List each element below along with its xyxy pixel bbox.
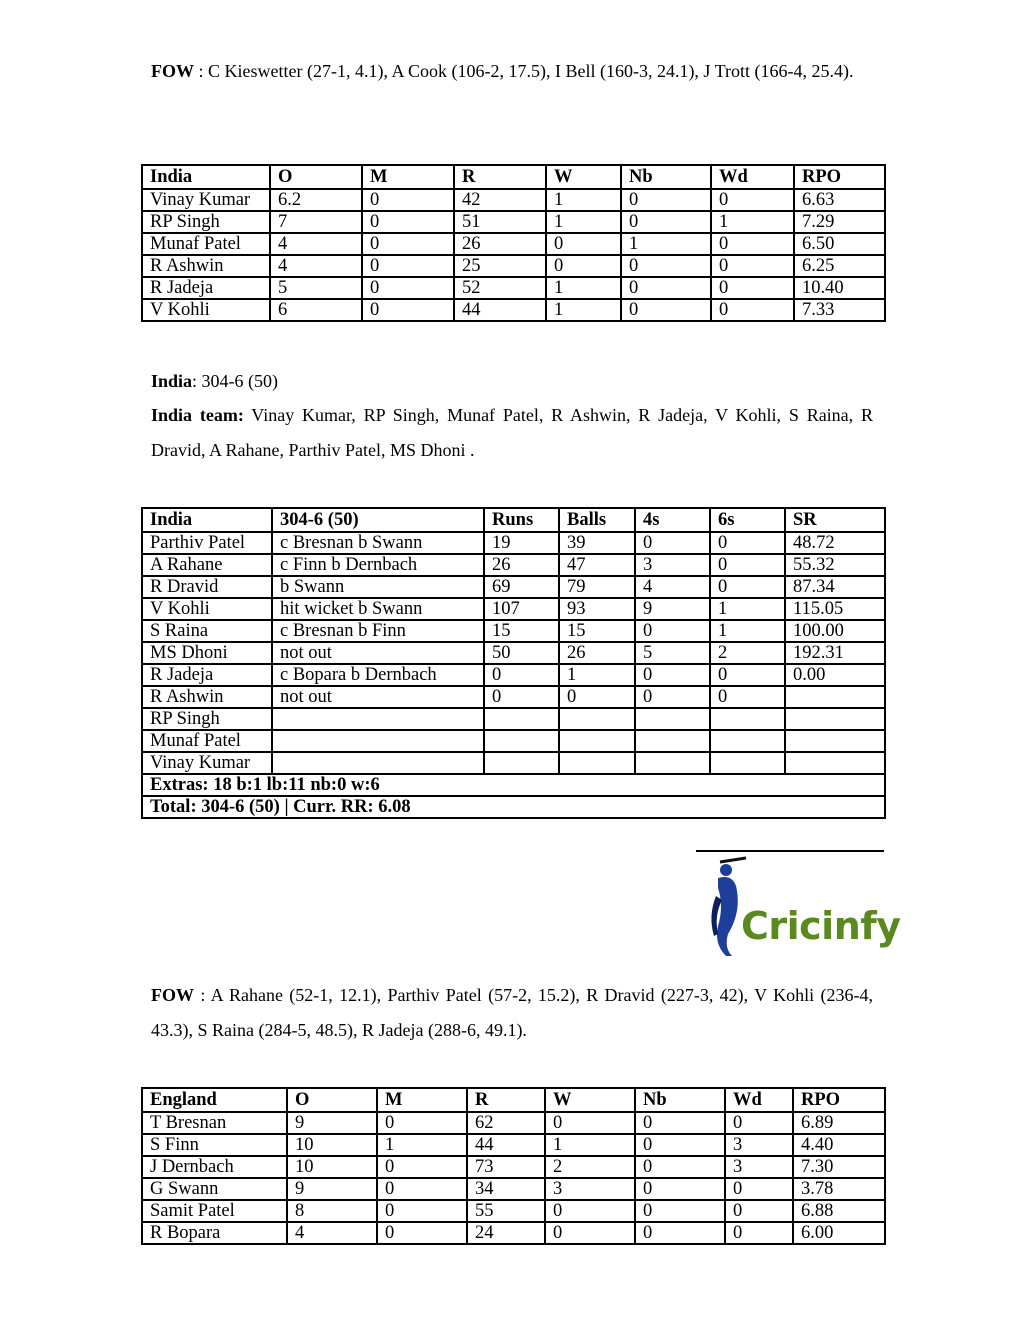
table-cell: 0 [545, 1112, 635, 1134]
table-cell: 1 [710, 598, 785, 620]
column-header: R [454, 165, 546, 189]
extras-row: Extras: 18 b:1 lb:11 nb:0 w:6 [142, 774, 885, 796]
table-row [142, 752, 885, 774]
column-header: 6s [710, 508, 785, 532]
table-cell: 0 [484, 664, 559, 686]
column-header: Nb [635, 1088, 725, 1112]
table-cell: 0 [545, 1222, 635, 1244]
table-cell: 3 [635, 554, 710, 576]
india-team-text: Vinay Kumar, RP Singh, Munaf Patel, R Ashwin, R Jadeja, V Kohli, S Raina, R Dravid, A Rahane, Parthiv Patel, MS Dhoni . [151, 405, 873, 460]
table-cell: 0 [377, 1112, 467, 1134]
table-cell: 55 [467, 1200, 545, 1222]
table-row [142, 1134, 885, 1156]
table-cell [710, 730, 785, 752]
column-header: R [467, 1088, 545, 1112]
table-cell: 4.40 [793, 1134, 885, 1156]
india-score-label: India [151, 371, 193, 391]
table-cell: 0 [635, 1222, 725, 1244]
column-header: O [287, 1088, 377, 1112]
table-cell [559, 708, 635, 730]
table-cell [710, 752, 785, 774]
table-cell: 10 [287, 1134, 377, 1156]
player-name: S Finn [142, 1134, 287, 1156]
table-row [142, 686, 885, 708]
table-cell: 6.88 [793, 1200, 885, 1222]
table-cell: 0 [711, 233, 794, 255]
table-cell: 52 [454, 277, 546, 299]
table-cell: 192.31 [785, 642, 885, 664]
table-cell: 62 [467, 1112, 545, 1134]
column-header: Wd [711, 165, 794, 189]
table-cell [785, 730, 885, 752]
column-header: Nb [621, 165, 711, 189]
column-header: India [142, 165, 270, 189]
table-cell: 3 [725, 1134, 793, 1156]
table-cell: 0 [621, 189, 711, 211]
table-row [142, 1112, 885, 1134]
table-cell: 6 [270, 299, 362, 321]
table-cell: 0 [711, 277, 794, 299]
column-header: 304-6 (50) [272, 508, 484, 532]
table-cell: 1 [546, 189, 621, 211]
fow-england [151, 54, 873, 89]
player-name: V Kohli [142, 299, 270, 321]
table-cell: 0 [377, 1178, 467, 1200]
player-name: R Jadeja [142, 664, 272, 686]
player-name: R Dravid [142, 576, 272, 598]
table-cell: 0 [710, 532, 785, 554]
table-cell: 0 [362, 211, 454, 233]
table-cell [559, 730, 635, 752]
table-cell: 4 [287, 1222, 377, 1244]
table-cell: 3.78 [793, 1178, 885, 1200]
table-cell: 7.33 [794, 299, 885, 321]
table-cell: 0 [362, 233, 454, 255]
table-cell: 15 [559, 620, 635, 642]
table-row [142, 1200, 885, 1222]
table-cell: 26 [454, 233, 546, 255]
table-cell: 44 [467, 1134, 545, 1156]
table-cell: not out [272, 686, 484, 708]
fow-text: : A Rahane (52-1, 12.1), Parthiv Patel (57-2, 15.2), R Dravid (227-3, 42), V Kohli (236-4, 43.3), S Raina (284-5, 48.5), R Jadeja (288-6, 49.1). [151, 985, 873, 1040]
table-cell: 26 [484, 554, 559, 576]
table-cell: 10.40 [794, 277, 885, 299]
table-cell: 0 [635, 664, 710, 686]
table-cell: 0 [635, 686, 710, 708]
table-row [142, 576, 885, 598]
table-cell: c Bresnan b Finn [272, 620, 484, 642]
table-cell: 100.00 [785, 620, 885, 642]
table-cell: 0 [635, 532, 710, 554]
table-cell [635, 752, 710, 774]
player-name: Vinay Kumar [142, 752, 272, 774]
table-row [142, 1156, 885, 1178]
table-cell: hit wicket b Swann [272, 598, 484, 620]
table-cell: 0 [362, 299, 454, 321]
table-cell [272, 708, 484, 730]
table-cell: 73 [467, 1156, 545, 1178]
table-cell: 0 [711, 255, 794, 277]
table-cell: 0 [362, 255, 454, 277]
table-cell: 0 [621, 277, 711, 299]
table-cell: 6.50 [794, 233, 885, 255]
table-cell: 0 [546, 255, 621, 277]
india-batting-table [141, 507, 886, 819]
table-cell: 5 [270, 277, 362, 299]
player-name: R Ashwin [142, 686, 272, 708]
player-name: J Dernbach [142, 1156, 287, 1178]
logo-text: Cricinfy [741, 904, 901, 948]
table-row [142, 211, 885, 233]
table-row [142, 664, 885, 686]
table-cell: 51 [454, 211, 546, 233]
table-row [142, 299, 885, 321]
table-cell: 0 [635, 1112, 725, 1134]
table-cell: 2 [710, 642, 785, 664]
table-cell: 44 [454, 299, 546, 321]
table-cell: 7 [270, 211, 362, 233]
table-cell: 0 [725, 1200, 793, 1222]
table-cell: 0 [711, 189, 794, 211]
table-cell: 0 [621, 211, 711, 233]
table-cell: 6.2 [270, 189, 362, 211]
table-cell: c Bresnan b Swann [272, 532, 484, 554]
table-cell [635, 730, 710, 752]
table-cell: 7.29 [794, 211, 885, 233]
table-row [142, 532, 885, 554]
table-cell: 0 [711, 299, 794, 321]
india-team [151, 398, 873, 468]
column-header: RPO [794, 165, 885, 189]
table-cell: 0.00 [785, 664, 885, 686]
table-cell [635, 708, 710, 730]
player-name: Parthiv Patel [142, 532, 272, 554]
player-name: R Bopara [142, 1222, 287, 1244]
player-name: MS Dhoni [142, 642, 272, 664]
fow-label: FOW [151, 985, 194, 1005]
table-cell: 15 [484, 620, 559, 642]
table-cell: 3 [545, 1178, 635, 1200]
india-bowling-table [141, 164, 886, 322]
player-name: Vinay Kumar [142, 189, 270, 211]
table-header-row [142, 165, 885, 189]
table-cell: 5 [635, 642, 710, 664]
player-name: S Raina [142, 620, 272, 642]
column-header: England [142, 1088, 287, 1112]
table-cell: 4 [270, 255, 362, 277]
table-cell: b Swann [272, 576, 484, 598]
table-cell: 9 [287, 1178, 377, 1200]
table-cell: 19 [484, 532, 559, 554]
table-row [142, 1178, 885, 1200]
player-name: Samit Patel [142, 1200, 287, 1222]
cricinfy-logo [696, 850, 901, 962]
table-cell: 8 [287, 1200, 377, 1222]
table-cell: 0 [725, 1112, 793, 1134]
table-row [142, 277, 885, 299]
table-cell: 0 [377, 1156, 467, 1178]
table-cell: 1 [546, 211, 621, 233]
table-cell: 0 [635, 1134, 725, 1156]
table-cell: 0 [725, 1222, 793, 1244]
table-cell [272, 730, 484, 752]
table-cell: 42 [454, 189, 546, 211]
table-cell: 1 [545, 1134, 635, 1156]
fow-label: FOW [151, 61, 194, 81]
table-row [142, 708, 885, 730]
table-cell: 0 [484, 686, 559, 708]
player-name: R Ashwin [142, 255, 270, 277]
table-cell: 10 [287, 1156, 377, 1178]
india-score-text: : 304-6 (50) [192, 371, 279, 391]
table-cell: 6.25 [794, 255, 885, 277]
column-header: M [377, 1088, 467, 1112]
table-cell: 1 [546, 277, 621, 299]
total-row: Total: 304-6 (50) | Curr. RR: 6.08 [142, 796, 885, 818]
table-row [142, 598, 885, 620]
table-cell: 1 [559, 664, 635, 686]
table-cell: not out [272, 642, 484, 664]
table-row [142, 233, 885, 255]
column-header: SR [785, 508, 885, 532]
table-header-row [142, 508, 885, 532]
table-cell: 55.32 [785, 554, 885, 576]
player-name: T Bresnan [142, 1112, 287, 1134]
table-cell: 6.00 [793, 1222, 885, 1244]
table-cell: 26 [559, 642, 635, 664]
player-name: A Rahane [142, 554, 272, 576]
table-cell: 1 [621, 233, 711, 255]
table-cell [272, 752, 484, 774]
table-cell: 6.63 [794, 189, 885, 211]
table-cell [484, 730, 559, 752]
column-header: Wd [725, 1088, 793, 1112]
table-row [142, 255, 885, 277]
table-cell: 9 [635, 598, 710, 620]
player-name: Munaf Patel [142, 730, 272, 752]
column-header: O [270, 165, 362, 189]
column-header: 4s [635, 508, 710, 532]
column-header: W [546, 165, 621, 189]
table-row [142, 730, 885, 752]
fow-text: : C Kieswetter (27-1, 4.1), A Cook (106-2, 17.5), I Bell (160-3, 24.1), J Trott (166-4, 25.4). [194, 61, 854, 81]
column-header: Balls [559, 508, 635, 532]
table-cell: 4 [270, 233, 362, 255]
table-row [142, 642, 885, 664]
table-cell: 0 [710, 686, 785, 708]
player-name: G Swann [142, 1178, 287, 1200]
table-cell: 47 [559, 554, 635, 576]
table-cell: 0 [710, 554, 785, 576]
table-cell: 87.34 [785, 576, 885, 598]
table-row [142, 620, 885, 642]
table-cell: 115.05 [785, 598, 885, 620]
fow-india [151, 978, 873, 1048]
table-cell: 9 [287, 1112, 377, 1134]
table-cell: 0 [725, 1178, 793, 1200]
table-row [142, 189, 885, 211]
table-cell: 1 [710, 620, 785, 642]
table-cell: 79 [559, 576, 635, 598]
table-cell [484, 708, 559, 730]
column-header: W [545, 1088, 635, 1112]
table-cell: 3 [725, 1156, 793, 1178]
england-bowling-table [141, 1087, 886, 1245]
table-cell: 4 [635, 576, 710, 598]
table-cell: c Bopara b Dernbach [272, 664, 484, 686]
table-cell: 50 [484, 642, 559, 664]
table-cell [710, 708, 785, 730]
table-cell [559, 752, 635, 774]
table-cell: 0 [635, 1200, 725, 1222]
table-cell: 39 [559, 532, 635, 554]
table-cell: 6.89 [793, 1112, 885, 1134]
table-cell: 0 [377, 1222, 467, 1244]
table-cell: 2 [545, 1156, 635, 1178]
table-cell: 0 [635, 1178, 725, 1200]
india-team-label: India team: [151, 405, 244, 425]
table-cell [785, 708, 885, 730]
table-cell [785, 752, 885, 774]
table-cell: 7.30 [793, 1156, 885, 1178]
table-header-row [142, 1088, 885, 1112]
table-cell: 0 [635, 1156, 725, 1178]
table-cell [785, 686, 885, 708]
table-cell: 69 [484, 576, 559, 598]
table-cell: 0 [362, 189, 454, 211]
table-cell: 1 [377, 1134, 467, 1156]
table-cell: 24 [467, 1222, 545, 1244]
table-cell: 48.72 [785, 532, 885, 554]
column-header: RPO [793, 1088, 885, 1112]
table-row [142, 1222, 885, 1244]
table-cell: 1 [546, 299, 621, 321]
column-header: India [142, 508, 272, 532]
india-score [151, 364, 873, 399]
table-cell: 1 [711, 211, 794, 233]
table-cell: c Finn b Dernbach [272, 554, 484, 576]
table-cell: 0 [362, 277, 454, 299]
table-cell: 25 [454, 255, 546, 277]
player-name: RP Singh [142, 211, 270, 233]
table-row [142, 554, 885, 576]
table-cell: 0 [545, 1200, 635, 1222]
table-cell: 107 [484, 598, 559, 620]
player-name: R Jadeja [142, 277, 270, 299]
table-cell: 0 [710, 576, 785, 598]
table-cell: 34 [467, 1178, 545, 1200]
table-cell [484, 752, 559, 774]
table-cell: 0 [621, 255, 711, 277]
table-cell: 0 [710, 664, 785, 686]
column-header: M [362, 165, 454, 189]
table-cell: 0 [635, 620, 710, 642]
table-cell: 0 [621, 299, 711, 321]
player-name: Munaf Patel [142, 233, 270, 255]
column-header: Runs [484, 508, 559, 532]
table-cell: 0 [559, 686, 635, 708]
player-name: RP Singh [142, 708, 272, 730]
table-cell: 0 [377, 1200, 467, 1222]
table-cell: 0 [546, 233, 621, 255]
table-cell: 93 [559, 598, 635, 620]
player-name: V Kohli [142, 598, 272, 620]
